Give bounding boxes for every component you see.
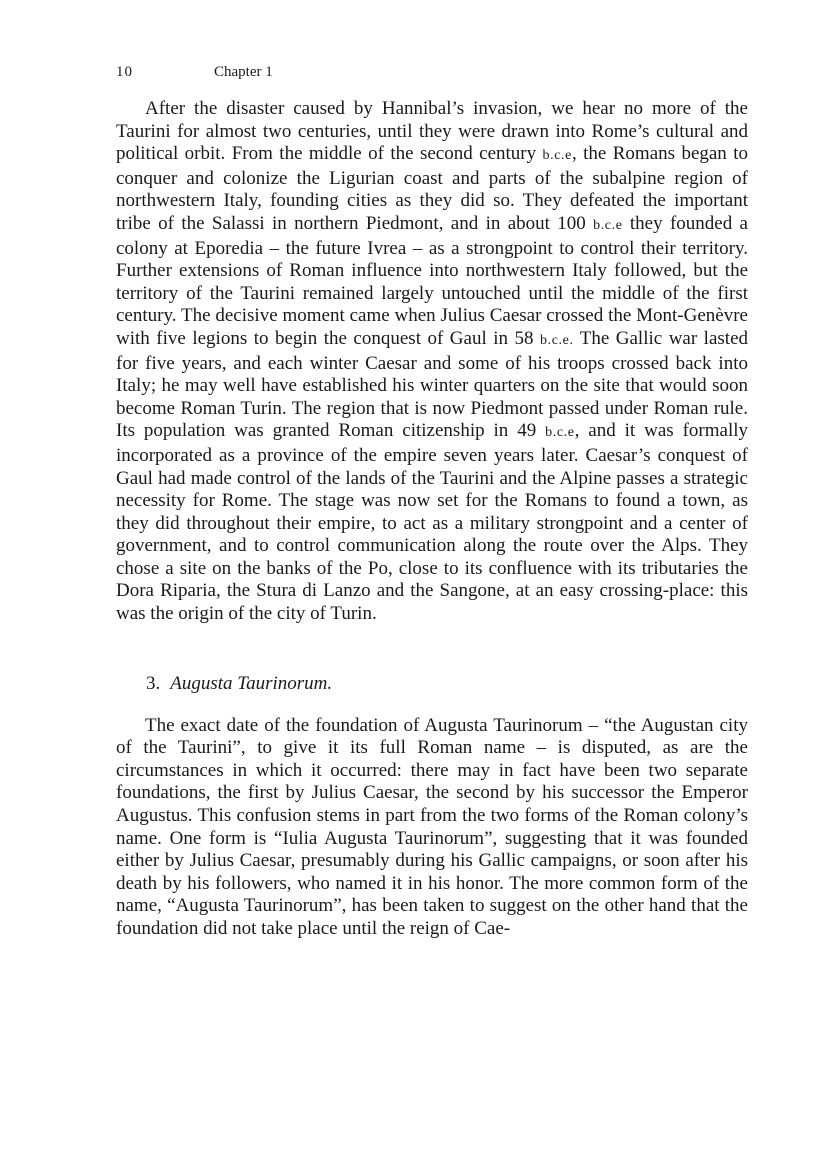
running-head: [116, 62, 748, 82]
chapter-title: Chapter 1: [214, 64, 273, 80]
section-heading: [146, 672, 748, 696]
era-abbreviation: b.c.e: [542, 148, 572, 164]
book-page: [116, 62, 748, 941]
era-abbreviation: b.c.e: [593, 217, 623, 233]
section-title: Augusta Taurinorum.: [170, 672, 333, 694]
body-paragraph: The exact date of the foundation of Augusta Taurinorum – “the Augustan city of the Taurini”, to give it its full Roman name – is disputed, as are the circumstances in which it occurred: there may in fact have been two separate foundations, the first by Julius Caesar, the second by his successor the Emperor Augustus. This confusion stems in part from the two forms of the Roman colony’s name. One form is “Iulia Augusta Taurinorum”, suggesting that it was founded either by Julius Caesar, presumably during his Gallic campaigns, or soon after his death by his followers, who named it in his honor. The more common form of the name, “Augusta Taurinorum”, has been taken to suggest on the other hand that the foundation did not take place until the reign of Cae-: [116, 714, 748, 939]
era-abbreviation: b.c.e.: [540, 332, 574, 348]
section-number: 3.: [146, 672, 161, 694]
page-number: 10: [116, 64, 133, 80]
body-paragraph: After the disaster caused by Hannibal’s invasion, we hear no more of the Taurini for almost two centuries, until they were drawn into Rome’s cultural and political orbit. From the middle of the second century b.c.e, the Romans began to conquer and colonize the Ligurian coast and parts of the subalpine region of northwestern Italy, founding cities as they did so. They defeated the important tribe of the Salassi in northern Piedmont, and in about 100 b.c.e they founded a colony at Eporedia – the future Ivrea – as a strongpoint to control their territory. Further extensions of Roman influence into northwestern Italy followed, but the territory of the Taurini remained largely untouched until the middle of the first century. The decisive moment came when Julius Caesar crossed the Mont-Genèvre with five legions to begin the conquest of Gaul in 58 b.c.e. The Gallic war lasted for five years, and each winter Caesar and some of his troops crossed back into Italy; he may well have established his winter quarters on the site that would soon become Roman Turin. The region that is now Piedmont passed under Roman rule. Its population was granted Roman citizenship in 49 b.c.e, and it was formally incorporated as a province of the empire seven years later. Caesar’s conquest of Gaul had made control of the lands of the Taurini and the Alpine passes a strategic necessity for Rome. The stage was now set for the Romans to found a town, as they did throughout their empire, to act as a military strongpoint and a center of government, and to control communication along the route over the Alps. They chose a site on the banks of the Po, close to its confluence with its tributaries the Dora Riparia, the Stura di Lanzo and the Sangone, at an easy crossing-place: this was the origin of the city of Turin.: [116, 98, 748, 625]
era-abbreviation: b.c.e: [545, 425, 575, 441]
